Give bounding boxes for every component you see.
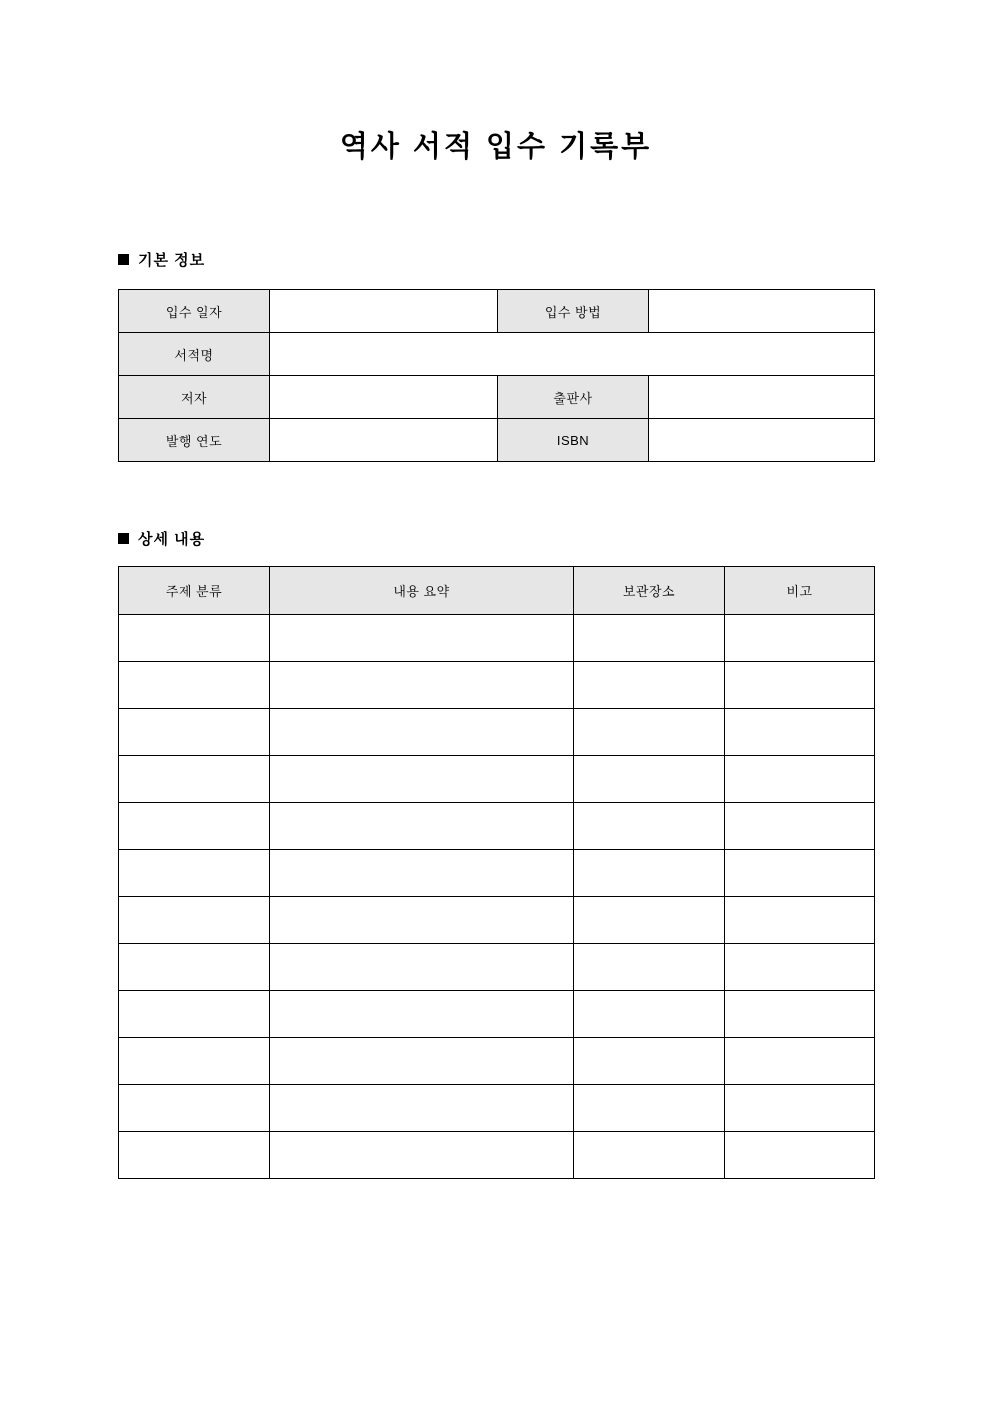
table-row: [119, 944, 875, 991]
detail-contents-table: [118, 566, 875, 1179]
cell-subject-category[interactable]: [119, 1038, 270, 1085]
table-row: [119, 897, 875, 944]
section-heading-basic-info-label: 기본 정보: [138, 252, 206, 269]
detail-contents-body: [119, 615, 875, 1179]
table-row: [119, 1085, 875, 1132]
cell-storage-location[interactable]: [574, 615, 725, 662]
table-row: [119, 803, 875, 850]
table-row: [119, 1038, 875, 1085]
cell-subject-category[interactable]: [119, 615, 270, 662]
cell-content-summary[interactable]: [270, 1038, 574, 1085]
table-row: [119, 290, 875, 333]
cell-remarks[interactable]: [725, 662, 875, 709]
cell-content-summary[interactable]: [270, 1132, 574, 1179]
table-row: [119, 1132, 875, 1179]
cell-remarks[interactable]: [725, 1085, 875, 1132]
cell-remarks[interactable]: [725, 709, 875, 756]
table-header-row: [119, 567, 875, 615]
table-row: [119, 991, 875, 1038]
cell-subject-category[interactable]: [119, 756, 270, 803]
table-row: [119, 756, 875, 803]
field-label-author: 저자: [119, 376, 270, 419]
cell-content-summary[interactable]: [270, 756, 574, 803]
column-header-remarks: 비고: [725, 567, 875, 615]
cell-storage-location[interactable]: [574, 897, 725, 944]
field-value-acquisition-method[interactable]: [649, 290, 875, 333]
section-heading-basic-info: [118, 249, 205, 270]
cell-content-summary[interactable]: [270, 1085, 574, 1132]
field-label-acquisition-method: 입수 방법: [498, 290, 649, 333]
field-value-isbn[interactable]: [649, 419, 875, 462]
field-label-publication-year: 발행 연도: [119, 419, 270, 462]
field-label-book-title: 서적명: [119, 333, 270, 376]
table-row: [119, 662, 875, 709]
cell-storage-location[interactable]: [574, 662, 725, 709]
cell-remarks[interactable]: [725, 1132, 875, 1179]
cell-storage-location[interactable]: [574, 850, 725, 897]
column-header-content-summary: 내용 요약: [270, 567, 574, 615]
cell-remarks[interactable]: [725, 944, 875, 991]
cell-subject-category[interactable]: [119, 897, 270, 944]
basic-info-table: [118, 289, 875, 462]
field-value-acquisition-date[interactable]: [270, 290, 498, 333]
cell-storage-location[interactable]: [574, 1038, 725, 1085]
cell-content-summary[interactable]: [270, 662, 574, 709]
table-row: [119, 709, 875, 756]
table-row: [119, 615, 875, 662]
field-value-book-title[interactable]: [270, 333, 875, 376]
field-label-isbn: ISBN: [498, 419, 649, 462]
cell-content-summary[interactable]: [270, 850, 574, 897]
cell-remarks[interactable]: [725, 615, 875, 662]
cell-content-summary[interactable]: [270, 991, 574, 1038]
cell-storage-location[interactable]: [574, 991, 725, 1038]
cell-subject-category[interactable]: [119, 850, 270, 897]
field-label-publisher: 출판사: [498, 376, 649, 419]
section-heading-detail-contents-label: 상세 내용: [138, 531, 206, 548]
cell-remarks[interactable]: [725, 897, 875, 944]
field-value-author[interactable]: [270, 376, 498, 419]
cell-content-summary[interactable]: [270, 803, 574, 850]
field-value-publication-year[interactable]: [270, 419, 498, 462]
column-header-subject-category: 주제 분류: [119, 567, 270, 615]
table-row: [119, 419, 875, 462]
cell-content-summary[interactable]: [270, 709, 574, 756]
cell-remarks[interactable]: [725, 850, 875, 897]
cell-remarks[interactable]: [725, 1038, 875, 1085]
cell-content-summary[interactable]: [270, 615, 574, 662]
cell-storage-location[interactable]: [574, 756, 725, 803]
filled-square-bullet-icon: [118, 533, 129, 544]
cell-remarks[interactable]: [725, 803, 875, 850]
filled-square-bullet-icon: [118, 254, 129, 265]
table-row: [119, 333, 875, 376]
cell-remarks[interactable]: [725, 756, 875, 803]
column-header-storage-location: 보관장소: [574, 567, 725, 615]
cell-subject-category[interactable]: [119, 1132, 270, 1179]
cell-subject-category[interactable]: [119, 662, 270, 709]
field-label-acquisition-date: 입수 일자: [119, 290, 270, 333]
cell-content-summary[interactable]: [270, 897, 574, 944]
table-row: [119, 850, 875, 897]
cell-storage-location[interactable]: [574, 803, 725, 850]
page-title: 역사 서적 입수 기록부: [339, 131, 653, 163]
field-value-publisher[interactable]: [649, 376, 875, 419]
cell-storage-location[interactable]: [574, 1132, 725, 1179]
cell-storage-location[interactable]: [574, 709, 725, 756]
cell-remarks[interactable]: [725, 991, 875, 1038]
table-row: [119, 376, 875, 419]
cell-storage-location[interactable]: [574, 1085, 725, 1132]
cell-subject-category[interactable]: [119, 803, 270, 850]
cell-storage-location[interactable]: [574, 944, 725, 991]
cell-content-summary[interactable]: [270, 944, 574, 991]
section-heading-detail-contents: [118, 528, 205, 549]
cell-subject-category[interactable]: [119, 991, 270, 1038]
cell-subject-category[interactable]: [119, 1085, 270, 1132]
cell-subject-category[interactable]: [119, 709, 270, 756]
cell-subject-category[interactable]: [119, 944, 270, 991]
